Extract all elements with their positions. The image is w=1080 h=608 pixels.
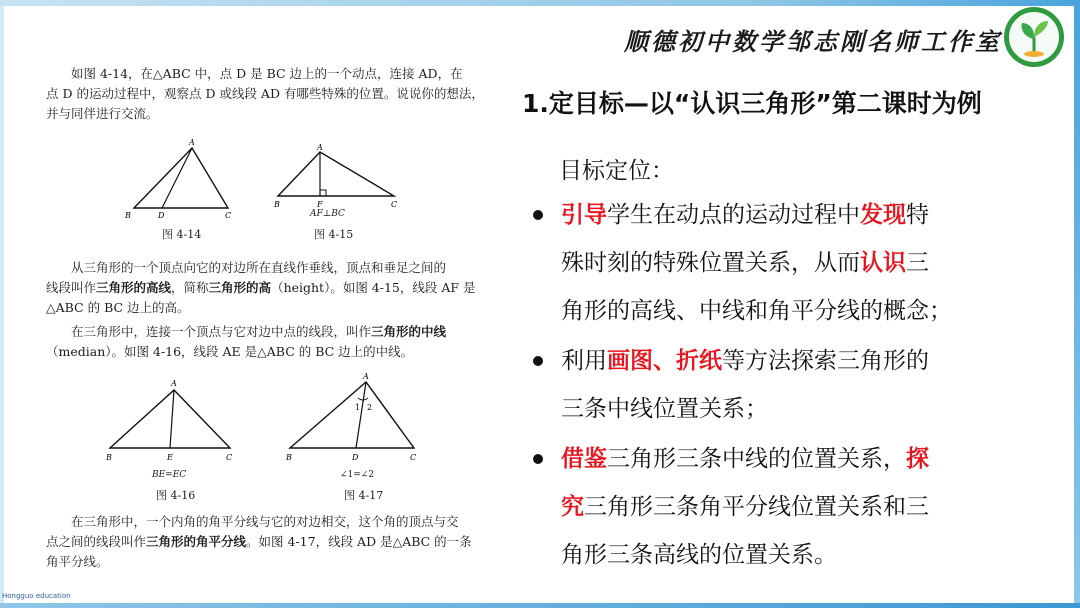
fig16-note: BE=EC (152, 470, 187, 480)
fig15-label-f: F (317, 200, 323, 209)
altitude-term-short: 三角形的高 (208, 280, 272, 295)
bisector-line-2a: 点之间的线段叫作 (46, 534, 147, 549)
bullet-dot-3 (533, 454, 543, 464)
bisector-paragraph (46, 512, 494, 572)
b3-text-1: 三角形三条中线的位置关系， (607, 446, 906, 472)
fig14-label-a: A (189, 138, 195, 147)
altitude-paragraph (46, 258, 494, 318)
red-term-recognize: 认识 (860, 250, 906, 276)
fig14-label-b: B (125, 211, 131, 220)
studio-logo (1004, 7, 1064, 67)
intro-line-1: 如图 4-14，在△ABC 中，点 D 是 BC 边上的一个动点，连接 AD，在 (71, 66, 463, 81)
fig16-label-c: C (226, 453, 233, 462)
bullet-item-2 (561, 337, 1011, 433)
red-term-borrow: 借鉴 (561, 446, 607, 472)
studio-title: 顺德初中数学邹志刚名师工作室 (624, 27, 1002, 56)
fig14-label-d: D (158, 211, 165, 220)
b3-line-2: 三角形三条角平分线位置关系和三 (584, 494, 929, 520)
red-term-discover: 发现 (860, 202, 906, 228)
b2-line-2: 三条中线位置关系； (561, 396, 768, 422)
altitude-line-2b: ，简称 (171, 280, 209, 295)
intro-line-3: 并与同伴进行交流。 (46, 106, 159, 121)
frame-bottom-border (0, 603, 1080, 608)
red-term-guide: 引导 (561, 202, 607, 228)
bullet-item-3 (561, 435, 1011, 579)
bullet-dot-2 (533, 356, 543, 366)
median-line-1: 在三角形中，连接一个顶点与它对边中点的线段，叫作 (71, 324, 372, 339)
fig14-caption: 图 4-14 (162, 228, 202, 241)
fig15-label-a: A (317, 144, 323, 152)
watermark-text: Hongguo education (2, 592, 71, 600)
fig17-label-a: A (363, 372, 369, 381)
altitude-term: 三角形的高线 (96, 280, 172, 295)
bullet-dot-1 (533, 210, 543, 220)
altitude-line-2c: （height）。如图 4-15，线段 AF 是 (271, 280, 476, 295)
frame-right-border (1074, 0, 1080, 608)
page-heading: 1.定目标—以“认识三角形”第二课时为例 (522, 89, 982, 118)
fig17-angle-1: 1 (355, 403, 361, 412)
figure-4-15 (272, 144, 402, 214)
bisector-line-1: 在三角形中，一个内角的角平分线与它的对边相交，这个角的顶点与交 (71, 514, 459, 529)
altitude-line-2a: 线段叫作 (46, 280, 97, 295)
fig15-caption: 图 4-15 (314, 228, 354, 241)
fig17-label-d: D (352, 453, 359, 462)
red-term-draw-fold: 画图、折纸 (607, 348, 722, 374)
median-line-2: （median）。如图 4-16，线段 AE 是△ABC 的 BC 边上的中线。 (46, 344, 414, 359)
sprout-icon (1004, 7, 1064, 67)
fig17-angle-2: 2 (367, 403, 373, 412)
figure-4-16 (102, 376, 242, 466)
fig17-note: ∠1=∠2 (340, 470, 375, 480)
fig15-label-b: B (274, 200, 280, 209)
fig16-label-a: A (171, 379, 177, 388)
b1-line-2a: 殊时刻的特殊位置关系，从而 (561, 250, 860, 276)
b1-text-2: 特 (906, 202, 929, 228)
bullet-item-1 (561, 191, 1011, 335)
b1-text-1: 学生在动点的运动过程中 (607, 202, 860, 228)
fig17-label-b: B (286, 453, 292, 462)
b2-text-1: 利用 (561, 348, 607, 374)
fig17-caption: 图 4-17 (344, 489, 384, 502)
textbook-page (14, 60, 494, 588)
figure-4-14 (122, 138, 242, 220)
bisector-line-2b: 。如图 4-17，线段 AD 是△ABC 的一条 (246, 534, 472, 549)
b3-line-3: 角形三条高线的位置关系。 (561, 542, 837, 568)
fig16-label-e: E (167, 453, 173, 462)
fig15-label-c: C (391, 200, 398, 209)
figure-4-17 (282, 372, 422, 466)
b2-text-2: 等方法探索三角形的 (722, 348, 929, 374)
red-term-explore-1: 探 (906, 446, 929, 472)
intro-paragraph (46, 64, 494, 124)
fig16-label-b: B (106, 453, 112, 462)
median-term: 三角形的中线 (371, 324, 447, 339)
fig17-label-c: C (410, 453, 417, 462)
altitude-line-1: 从三角形的一个顶点向它的对边所在直线作垂线，顶点和垂足之间的 (71, 260, 447, 275)
fig16-caption: 图 4-16 (156, 489, 196, 502)
b1-line-3: 角形的高线、中线和角平分线的概念； (561, 298, 952, 324)
target-label: 目标定位： (559, 158, 674, 184)
bisector-term: 三角形的角平分线 (146, 534, 247, 549)
altitude-line-3: △ABC 的 BC 边上的高。 (46, 300, 190, 315)
b1-line-2b: 三 (906, 250, 929, 276)
intro-line-2: 点 D 的运动过程中，观察点 D 或线段 AD 有哪些特殊的位置。说说你的想法， (46, 86, 484, 101)
red-term-explore-2: 究 (561, 494, 584, 520)
frame-left-border (0, 0, 4, 608)
fig15-note: AF⊥BC (310, 209, 345, 219)
frame-top-border (0, 0, 1080, 6)
median-paragraph (46, 322, 494, 362)
bisector-line-3: 角平分线。 (46, 554, 109, 569)
fig14-label-c: C (225, 211, 232, 220)
